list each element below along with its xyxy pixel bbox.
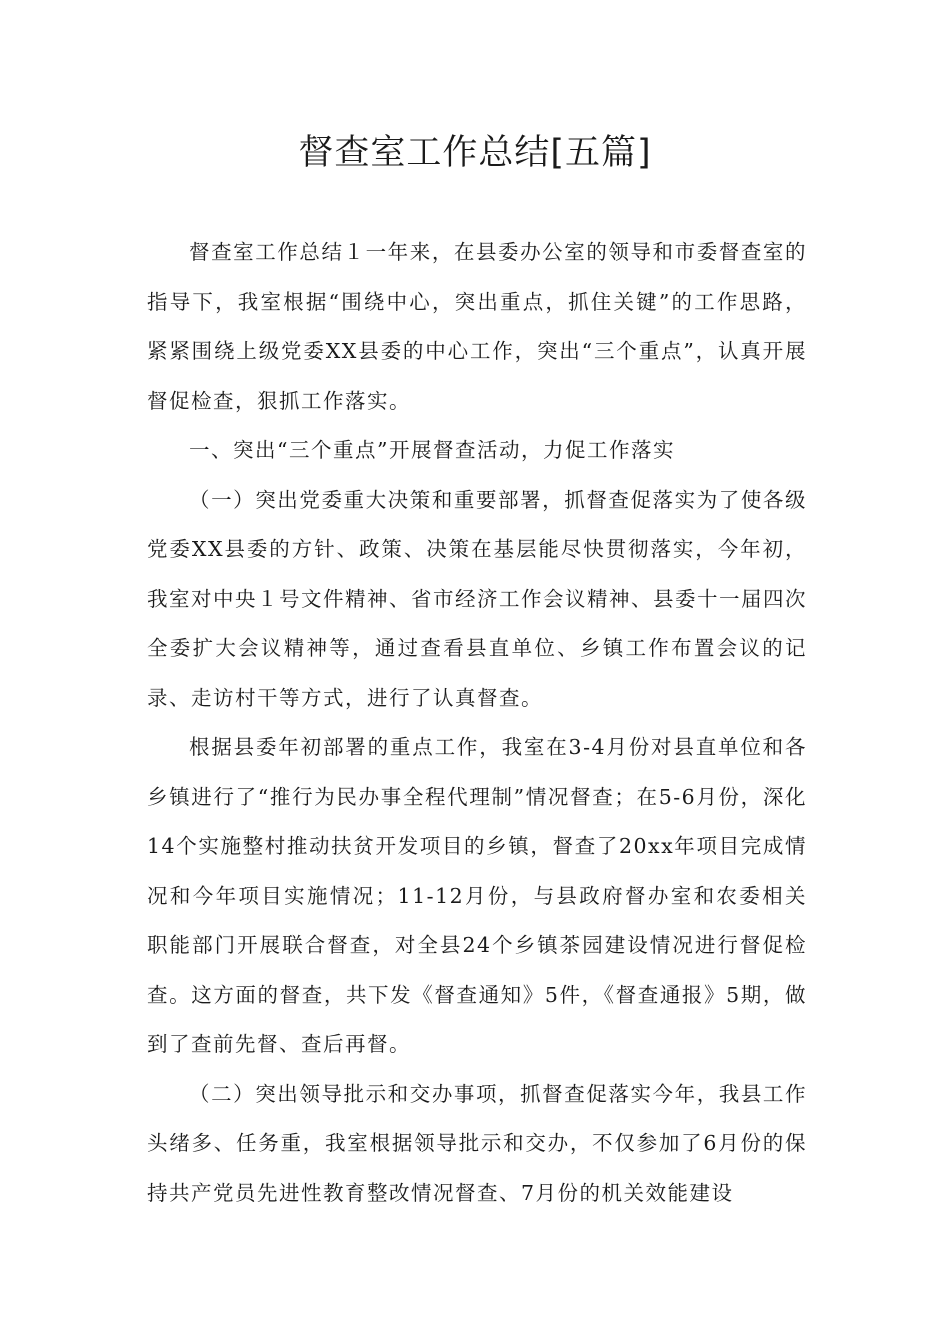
paragraph: 督查室工作总结１一年来，在县委办公室的领导和市委督查室的指导下，我室根据“围绕中心，突出重点，抓住关键”的工作思路，紧紧围绕上级党委XX县委的中心工作，突出“三个重点”，认真开展督促检查，狠抓工作落实。	[147, 240, 807, 413]
document-title: 督查室工作总结[五篇]	[298, 133, 652, 173]
paragraph: （二）突出领导批示和交办事项，抓督查促落实今年，我县工作头绪多、任务重，我室根据领导批示和交办，不仅参加了6月份的保持共产党员先进性教育整改情况督查、7月份的机关效能建设	[147, 1081, 807, 1205]
paragraph: 根据县委年初部署的重点工作，我室在3-4月份对县直单位和各乡镇进行了“推行为民办事全程代理制”情况督查；在5-6月份，深化14个实施整村推动扶贫开发项目的乡镇，督查了20xx年项目完成情况和今年项目实施情况；11-12月份，与县政府督办室和农委相关职能部门开展联合督查，对全县24个乡镇茶园建设情况进行督促检查。这方面的督查，共下发《督查通知》5件，《督查通报》5期，做到了查前先督、查后再督。	[147, 735, 807, 1056]
paragraph: （一）突出党委重大决策和重要部署，抓督查促落实为了使各级党委XX县委的方针、政策、决策在基层能尽快贯彻落实，今年初，我室对中央１号文件精神、省市经济工作会议精神、县委十一届四次全委扩大会议精神等，通过查看县直单位、乡镇工作布置会议的记录、走访村干等方式，进行了认真督查。	[147, 487, 807, 710]
section-heading: 一、突出“三个重点”开展督查活动，力促工作落实	[189, 438, 675, 462]
document-body	[147, 228, 807, 1218]
